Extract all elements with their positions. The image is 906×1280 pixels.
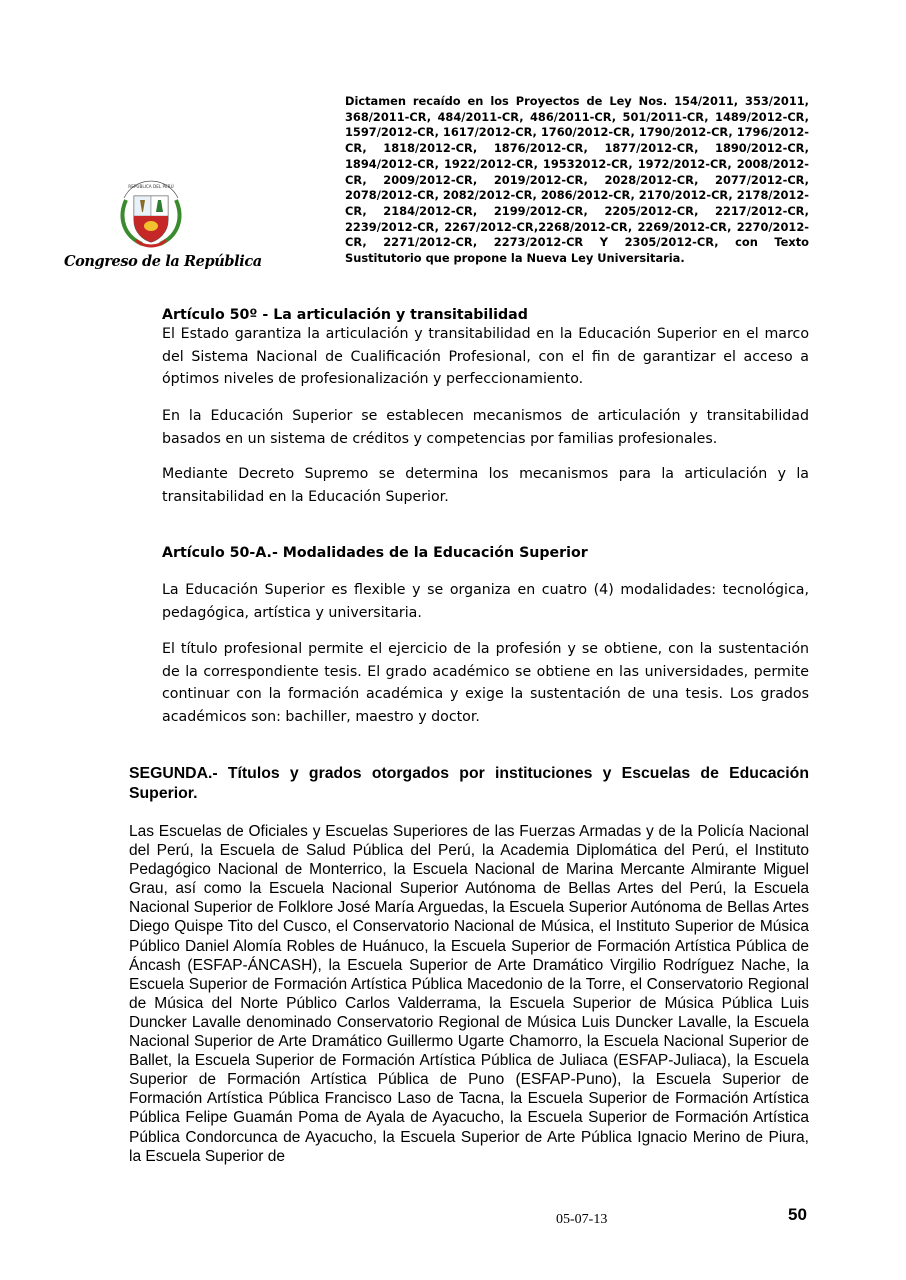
dictamen-header: Dictamen recaído en los Proyectos de Ley Nos. 154/2011, 353/2011, 368/2011-CR, 484/2011-CR, 486/2011-CR, 501/2011-CR, 1489/2012-CR, 1597/2012-CR, 1617/2012-CR, 1760/2012-CR, 1790/2012-CR, 1796/2012-CR, 1818/2012-CR, 1876/2012-CR, 1877/2012-CR, 1890/2012-CR, 1894/2012-CR, 1922/2012-CR, 19532012-CR, 1972/2012-CR, 2008/2012-CR, 2009/2012-CR, 2019/2012-CR, 2028/2012-CR, 2077/2012-CR, 2078/2012-CR, 2082/2012-CR, 2086/2012-CR, 2170/2012-CR, 2178/2012-CR, 2184/2012-CR, 2199/2012-CR, 2205/2012-CR, 2217/2012-CR, 2239/2012-CR, 2267/2012-CR,2268/2012-CR, 2269/2012-CR, 2270/2012-CR, 2271/2012-CR, 2273/2012-CR Y 2305/2012-CR, con Texto Sustitutorio que propone la Nueva Ley Universitaria. xyxy=(345,94,810,266)
article-50-paragraph-1: El Estado garantiza la articulación y transitabilidad en la Educación Superior en el marco del Sistema Nacional de Cualificación Profesional, con el fin de garantizar el acceso a óptimos niveles de profesionalización y perfeccionamiento. xyxy=(162,326,809,387)
article-50-title: Artículo 50º - La articulación y transitabilidad xyxy=(162,307,528,323)
page-number: 50 xyxy=(788,1205,807,1224)
article-50a-title: Artículo 50-A.- Modalidades de la Educación Superior xyxy=(162,545,588,561)
peru-coat-of-arms-icon xyxy=(116,178,186,250)
article-50a-paragraph-1: La Educación Superior es flexible y se organiza en cuatro (4) modalidades: tecnológica, pedagógica, artística y universitaria. xyxy=(162,582,809,621)
crest-text: REPÚBLICA DEL PERÚ xyxy=(128,184,174,189)
segunda-paragraph: Las Escuelas de Oficiales y Escuelas Superiores de las Fuerzas Armadas y de la Policía Nacional del Perú, la Escuela de Salud Pública del Perú, la Academia Diplomática del Perú, el Instituto Pedagógico Nacional de Monterrico, la Escuela Nacional de Marina Mercante Almirante Miguel Grau, así como la Escuela Nacional Superior Autónoma de Bellas Artes del Perú, la Escuela Nacional Superior de Folklore José María Arguedas, la Escuela Superior Autónoma de Bellas Artes Diego Quispe Tito del Cusco, el Conservatorio Nacional de Música, el Instituto Superior de Música Público Daniel Alomía Robles de Huánuco, la Escuela Superior de Formación Artística Pública de Áncash (ESFAP-ÁNCASH), la Escuela Superior de Arte Dramático Virgilio Rodríguez Nache, la Escuela Superior de Formación Artística Pública Macedonio de la Torre, el Conservatorio Regional de Música del Norte Público Carlos Valderrama, la Escuela Superior de Música Pública Luis Duncker Lavalle denominado Conservatorio Regional de Música Luis Duncker Lavalle, la Escuela Nacional Superior de Arte Dramático Guillermo Ugarte Chamorro, la Escuela Nacional Superior de Ballet, la Escuela Superior de Formación Artística Pública de Juliaca (ESFAP-Juliaca), la Escuela Superior de Formación Artística Pública de Puno (ESFAP-Puno), la Escuela Superior de Formación Artística Pública Francisco Laso de Tacna, la Escuela Superior de Formación Artística Pública Felipe Guamán Poma de Ayala de Ayacucho, la Escuela Superior de Formación Artística Pública Condorcunca de Ayacucho, la Escuela Superior de Arte Pública Ignacio Merino de Piura, la Escuela Superior de xyxy=(129,823,809,1165)
article-50-paragraph-2: En la Educación Superior se establecen mecanismos de articulación y transitabilidad basados en un sistema de créditos y competencias por familias profesionales. xyxy=(162,408,809,447)
segunda-title: SEGUNDA.- Títulos y grados otorgados por instituciones y Escuelas de Educación Superior. xyxy=(129,765,809,802)
footer-date: 05-07-13 xyxy=(556,1212,608,1227)
article-50a-paragraph-2: El título profesional permite el ejercicio de la profesión y se obtiene, con la sustentación de la correspondiente tesis. El grado académico se obtiene en las universidades, permite continuar con la formación académica y exige la sustentación de una tesis. Los grados académicos son: bachiller, maestro y doctor. xyxy=(162,641,809,725)
institution-name: Congreso de la República xyxy=(64,253,262,270)
article-50-paragraph-3: Mediante Decreto Supremo se determina los mecanismos para la articulación y la transitabilidad en la Educación Superior. xyxy=(162,466,809,505)
